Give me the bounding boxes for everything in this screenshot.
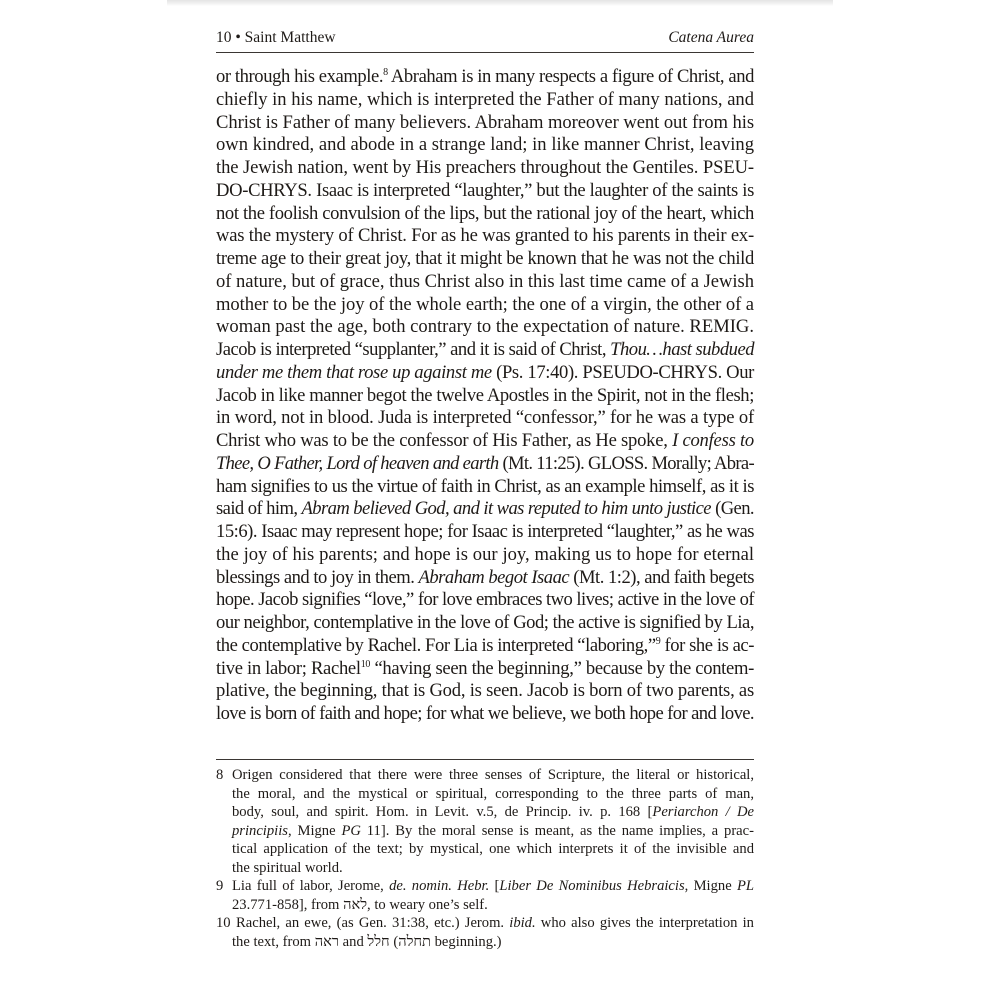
body-line: woman past the age, both contrary to the expectation of nature. REMIG.	[216, 316, 754, 338]
running-head-left: 10 • Saint Matthew	[216, 29, 336, 46]
body-line: the contemplative by Rachel. For Lia is interpreted “laboring,”$^9$ for she is ac-	[216, 634, 755, 656]
footnote-10	[216, 914, 754, 951]
body-text	[216, 66, 754, 726]
footnote-line: the spiritual world.	[232, 859, 343, 876]
body-line: the Jewish nation, went by His preachers throughout the Gentiles. PSEU-	[216, 157, 754, 178]
body-line: blessings and to joy in them. Abraham begot Isaac (Mt. 1:2), and faith begets	[216, 566, 754, 588]
body-line: 15:6). Isaac may represent hope; for Isaac is interpreted “laughter,” as he was	[216, 521, 754, 542]
body-line: love is born of faith and hope; for what we believe, we both hope for and love.	[216, 703, 754, 724]
page-top-shadow	[167, 0, 833, 6]
body-line: our neighbor, contemplative in the love of God; the active is signified by Lia,	[216, 612, 754, 633]
footnote-line: Rachel, an ewe, (as Gen. 31:38, etc.) Jerom. ibid. who also gives the interpretation in	[236, 915, 754, 931]
footnote-line: body, soul, and spirit. Hom. in Levit. v.5, de Princip. iv. p. 168 [Periarchon / De	[232, 804, 755, 820]
footnote-number: 10	[216, 915, 231, 931]
footnote-number: 9	[216, 878, 224, 894]
body-line: hope. Jacob signifies “love,” for love embraces two lives; active in the love of	[216, 589, 754, 611]
footnotes	[216, 766, 754, 951]
footnote-line: the text, from ראה and חלל (תחלה beginning.)	[232, 933, 502, 950]
body-line: mother to be the joy of the whole earth; the one of a virgin, the other of a	[216, 293, 754, 315]
footnote-8	[216, 766, 754, 877]
header-rule	[216, 52, 754, 53]
footnote-9	[216, 877, 754, 914]
footnote-line: principiis, Migne PG 11]. By the moral sense is meant, as the name implies, a prac-	[232, 822, 754, 839]
body-line: in word, not in blood. Juda is interpreted “confessor,” for he was a type of	[216, 407, 754, 429]
body-line: Christ who was to be the confessor of His Father, as He spoke, I confess to	[216, 430, 754, 451]
footnote-number: 8	[216, 767, 224, 783]
footnote-line: the moral, and the mystical or spiritual, corresponding to the three parts of man,	[232, 785, 754, 802]
running-head	[216, 27, 754, 49]
body-line: plative, the beginning, that is God, is seen. Jacob is born of two parents, as	[216, 680, 754, 702]
footnote-line: Origen considered that there were three senses of Scripture, the literal or historical,	[232, 767, 754, 783]
body-line: treme age to their great joy, that it might be known that he was not the child	[216, 248, 754, 269]
body-line: ham signifies to us the virtue of faith in Christ, as an example himself, as it is	[216, 475, 754, 497]
footnote-line: 23.771-858], from לאה, to weary one’s self.	[232, 896, 488, 913]
body-line: Christ is Father of many believers. Abraham moreover went out from his	[216, 111, 754, 133]
body-line: said of him, Abram believed God, and it was reputed to him unto justice (Gen.	[216, 498, 755, 520]
body-line: chiefly in his name, which is interpreted the Father of many nations, and	[216, 88, 754, 110]
body-line: was the mystery of Christ. For as he was granted to his parents in their ex-	[216, 225, 754, 247]
body-line: under me them that rose up against me (Ps. 17:40). PSEUDO-CHRYS. Our	[216, 361, 754, 383]
footnote-line: Lia full of labor, Jerome, de. nomin. Hebr. [Liber De Nominibus Hebraicis, Migne PL	[232, 878, 754, 894]
body-line: of nature, but of grace, thus Christ also in this last time came of a Jewish	[216, 270, 754, 292]
running-head-right: Catena Aurea	[668, 29, 754, 46]
body-line: Jacob is interpreted “supplanter,” and it is said of Christ, Thou…hast subdued	[216, 339, 754, 360]
body-line: Jacob in like manner begot the twelve Apostles in the Spirit, not in the flesh;	[216, 384, 754, 406]
body-line: or through his example.$^8$ Abraham is in many respects a figure of Christ, and	[216, 66, 755, 87]
body-line: Thee, O Father, Lord of heaven and earth (Mt. 11:25). GLOSS. Morally; Abra-	[216, 452, 755, 474]
body-line: not the foolish convulsion of the lips, but the rational joy of the heart, which	[216, 202, 754, 224]
footnote-line: tical application of the text; by mystical, one which interprets it of the invisible and	[232, 841, 754, 857]
body-line: the joy of his parents; and hope is our joy, making us to hope for eternal	[216, 543, 754, 565]
footnote-rule	[216, 759, 754, 760]
body-line: tive in labor; Rachel$^{10}$ “having seen the beginning,” because by the contem-	[216, 657, 754, 679]
body-line: DO-CHRYS. Isaac is interpreted “laughter,” but the laughter of the saints is	[216, 179, 754, 201]
body-line: own kindred, and abode in a strange land; in like manner Christ, leaving	[216, 134, 754, 156]
